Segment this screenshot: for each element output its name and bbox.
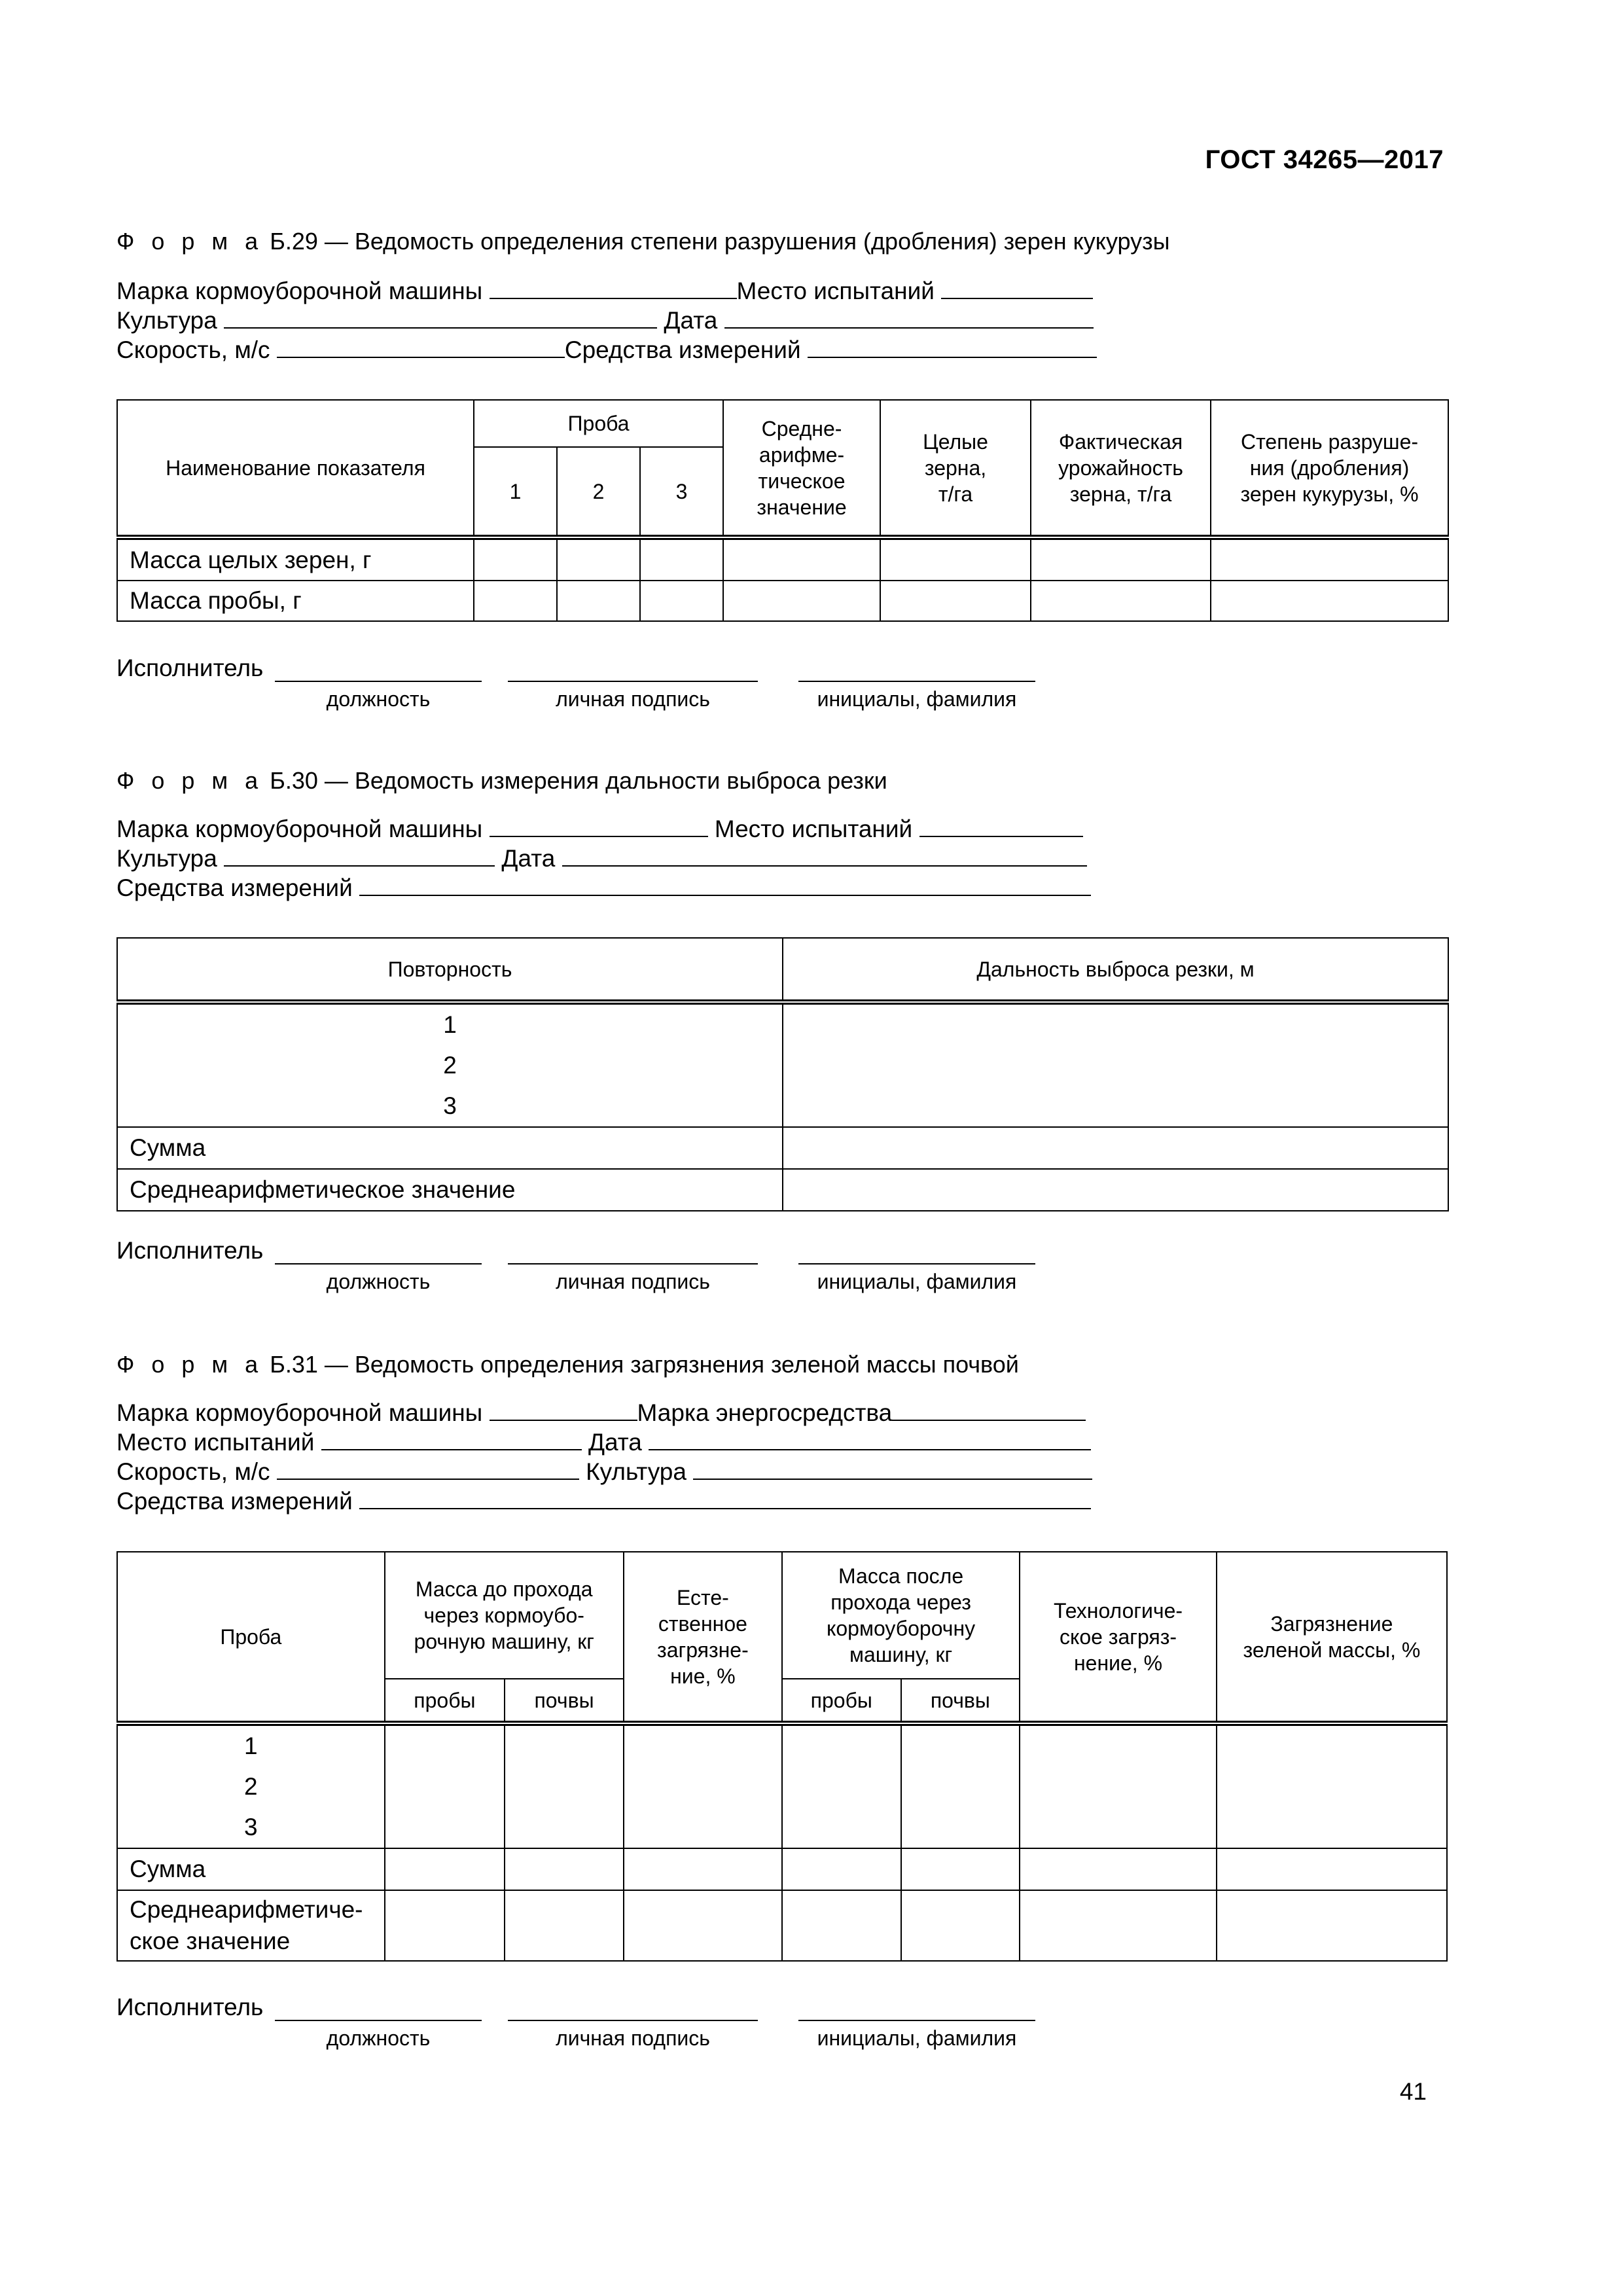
table-row [117, 537, 1448, 581]
machine-blank[interactable] [490, 278, 737, 299]
form29-field-row-3 [116, 336, 1097, 364]
rep-3: 3 [443, 1092, 457, 1119]
date-blank[interactable] [724, 308, 1094, 329]
header-natural-contamination: Есте- ственное загрязне- ние, % [624, 1552, 782, 1723]
cell[interactable] [385, 1723, 505, 1848]
page-number: 41 [1399, 2078, 1427, 2105]
form30-field-row-2 [116, 845, 1087, 872]
cell[interactable] [783, 1002, 1448, 1127]
form29-table [116, 399, 1449, 622]
table-row [117, 581, 1448, 621]
cell[interactable] [1217, 1723, 1447, 1848]
cell[interactable] [1020, 1848, 1217, 1890]
header-repetition: Повторность [117, 938, 783, 1002]
table-row [117, 1169, 1448, 1211]
sample-numbers [117, 1723, 385, 1848]
field-label-place: Место испытаний [714, 816, 913, 842]
sample-1: 1 [244, 1732, 258, 1759]
row-label-whole-mass: Масса целых зерен, г [117, 537, 474, 581]
position-caption: должность [326, 687, 431, 711]
cell[interactable] [723, 581, 880, 621]
place-blank[interactable] [919, 816, 1083, 837]
instruments-blank[interactable] [359, 1488, 1091, 1509]
row-label-sample-mass: Масса пробы, г [117, 581, 474, 621]
form29-field-row-2 [116, 307, 1094, 334]
cell[interactable] [783, 1169, 1448, 1211]
signature-label: Исполнитель [116, 1994, 264, 2020]
machine-blank[interactable] [490, 1400, 637, 1421]
position-line[interactable] [275, 2020, 482, 2021]
field-label-crop: Культура [116, 845, 217, 872]
crop-blank[interactable] [693, 1459, 1092, 1480]
rep-1: 1 [443, 1011, 457, 1038]
power-unit-blank[interactable] [892, 1400, 1086, 1421]
rep-2: 2 [443, 1052, 457, 1079]
signature-label: Исполнитель [116, 1237, 264, 1264]
document-code: ГОСТ 34265—2017 [1205, 145, 1444, 174]
cell[interactable] [474, 537, 557, 581]
form29-field-row-1 [116, 278, 1093, 305]
sample-2: 2 [244, 1773, 258, 1800]
form31-field-row-1 [116, 1399, 1086, 1427]
cell[interactable] [1031, 581, 1211, 621]
header-probe: пробы [385, 1679, 505, 1723]
row-label-sum: Сумма [117, 1848, 385, 1890]
form31-table [116, 1551, 1448, 1962]
cell[interactable] [640, 581, 723, 621]
repetition-numbers [117, 1002, 783, 1127]
place-blank[interactable] [941, 278, 1093, 299]
table-row [117, 1002, 1448, 1127]
name-line[interactable] [798, 2020, 1035, 2021]
cell[interactable] [901, 1723, 1020, 1848]
table-row [117, 1848, 1447, 1890]
form29-title-text: Б.29 — Ведомость определения степени разрушения (дробления) зерен кукурузы [270, 228, 1170, 255]
header-sample-3: 3 [640, 447, 723, 537]
table-row [117, 1127, 1448, 1169]
cell[interactable] [505, 1723, 624, 1848]
position-line[interactable] [275, 1263, 482, 1265]
name-line[interactable] [798, 681, 1035, 682]
signature-label: Исполнитель [116, 655, 264, 681]
cell[interactable] [505, 1848, 624, 1890]
field-label-crop: Культура [586, 1458, 687, 1485]
name-line[interactable] [798, 1263, 1035, 1265]
form30-field-row-3 [116, 874, 1091, 902]
date-blank[interactable] [562, 846, 1087, 867]
field-label-machine: Марка кормоуборочной машины [116, 1399, 483, 1426]
field-label-crop: Культура [116, 307, 217, 334]
instruments-blank[interactable] [808, 337, 1097, 358]
cell[interactable] [783, 1127, 1448, 1169]
form31-title-text: Б.31 — Ведомость определения загрязнения зеленой массы почвой [270, 1351, 1019, 1378]
header-sample: Проба [117, 1552, 385, 1723]
cell[interactable] [901, 1848, 1020, 1890]
signature-caption: личная подпись [556, 687, 710, 711]
cell[interactable] [624, 1890, 782, 1961]
cell[interactable] [1211, 537, 1448, 581]
form31-title-word: Ф о р м а [116, 1351, 264, 1378]
cell[interactable] [1211, 581, 1448, 621]
header-mass-before: Масса до прохода через кормоубо- рочную машину, кг [385, 1552, 624, 1679]
cell[interactable] [782, 1890, 901, 1961]
header-tech-contamination: Технологиче- ское загряз- нение, % [1020, 1552, 1217, 1723]
sample-3: 3 [244, 1814, 258, 1840]
cell[interactable] [1020, 1890, 1217, 1961]
date-blank[interactable] [649, 1429, 1091, 1450]
cell[interactable] [723, 537, 880, 581]
header-soil-after: почвы [901, 1679, 1020, 1723]
cell[interactable] [505, 1890, 624, 1961]
header-mass-after: Масса после прохода через кормоуборочну машину, кг [782, 1552, 1020, 1679]
form30-title [116, 767, 887, 795]
speed-blank[interactable] [277, 1459, 579, 1480]
header-sample-2: 2 [557, 447, 640, 537]
cell[interactable] [557, 537, 640, 581]
header-sample: Проба [474, 400, 723, 447]
header-whole-grains: Целые зерна, т/га [880, 400, 1031, 537]
cell[interactable] [1217, 1848, 1447, 1890]
cell[interactable] [1031, 537, 1211, 581]
header-mean: Средне- арифме- тическое значение [723, 400, 880, 537]
table-row [117, 1723, 1447, 1848]
cell[interactable] [385, 1848, 505, 1890]
field-label-machine: Марка кормоуборочной машины [116, 816, 483, 842]
name-caption: инициалы, фамилия [817, 1270, 1017, 1293]
cell[interactable] [385, 1890, 505, 1961]
field-label-speed: Скорость, м/с [116, 1458, 270, 1485]
field-label-date: Дата [588, 1429, 642, 1456]
form30-table [116, 937, 1449, 1211]
cell[interactable] [880, 537, 1031, 581]
signature-line[interactable] [508, 681, 758, 682]
form31-field-row-2 [116, 1429, 1091, 1456]
cell[interactable] [901, 1890, 1020, 1961]
field-label-date: Дата [501, 845, 556, 872]
header-distance: Дальность выброса резки, м [783, 938, 1448, 1002]
signature-line[interactable] [508, 2020, 758, 2021]
cell[interactable] [624, 1848, 782, 1890]
header-sample-1: 1 [474, 447, 557, 537]
table-row [117, 1890, 1447, 1961]
form31-title [116, 1351, 1019, 1378]
field-label-speed: Скорость, м/с [116, 336, 270, 363]
place-blank[interactable] [321, 1429, 582, 1450]
field-label-instruments: Средства измерений [564, 336, 801, 363]
header-probe-after: пробы [782, 1679, 901, 1723]
speed-blank[interactable] [277, 337, 565, 358]
form30-title-word: Ф о р м а [116, 767, 264, 794]
form30-field-row-1 [116, 816, 1083, 843]
cell[interactable] [782, 1723, 901, 1848]
cell[interactable] [640, 537, 723, 581]
cell[interactable] [1020, 1723, 1217, 1848]
header-degree: Степень разруше- ния (дробления) зерен кукурузы, % [1211, 400, 1448, 537]
cell[interactable] [1217, 1890, 1447, 1961]
field-label-machine: Марка кормоуборочной машины [116, 278, 483, 304]
position-line[interactable] [275, 681, 482, 682]
header-actual-yield: Фактическая урожайность зерна, т/га [1031, 400, 1211, 537]
field-label-place: Место испытаний [736, 278, 935, 304]
cell[interactable] [474, 581, 557, 621]
position-caption: должность [326, 1270, 431, 1293]
form29-title-word: Ф о р м а [116, 228, 264, 255]
position-caption: должность [326, 2026, 431, 2050]
field-label-date: Дата [664, 307, 718, 334]
form31-field-row-3 [116, 1458, 1092, 1486]
cell[interactable] [557, 581, 640, 621]
form29-title [116, 228, 1170, 255]
field-label-instruments: Средства измерений [116, 874, 353, 901]
crop-blank[interactable] [224, 846, 495, 867]
crop-blank[interactable] [224, 308, 657, 329]
name-caption: инициалы, фамилия [817, 2026, 1017, 2050]
header-indicator-name: Наименование показателя [117, 400, 474, 537]
field-label-power-unit: Марка энергосредства [637, 1399, 893, 1426]
name-caption: инициалы, фамилия [817, 687, 1017, 711]
form30-title-text: Б.30 — Ведомость измерения дальности выброса резки [270, 767, 887, 794]
row-label-mean: Среднеарифметическое значение [117, 1169, 783, 1211]
cell[interactable] [624, 1723, 782, 1848]
header-soil: почвы [505, 1679, 624, 1723]
signature-line[interactable] [508, 1263, 758, 1265]
machine-blank[interactable] [490, 816, 708, 837]
instruments-blank[interactable] [359, 875, 1091, 896]
cell[interactable] [782, 1848, 901, 1890]
field-label-instruments: Средства измерений [116, 1488, 353, 1515]
cell[interactable] [880, 581, 1031, 621]
row-label-mean: Среднеарифметиче- ское значение [117, 1890, 385, 1961]
field-label-place: Место испытаний [116, 1429, 315, 1456]
form31-field-row-4 [116, 1488, 1091, 1515]
signature-caption: личная подпись [556, 1270, 710, 1293]
row-label-sum: Сумма [117, 1127, 783, 1169]
header-green-contamination: Загрязнение зеленой массы, % [1217, 1552, 1447, 1723]
signature-caption: личная подпись [556, 2026, 710, 2050]
